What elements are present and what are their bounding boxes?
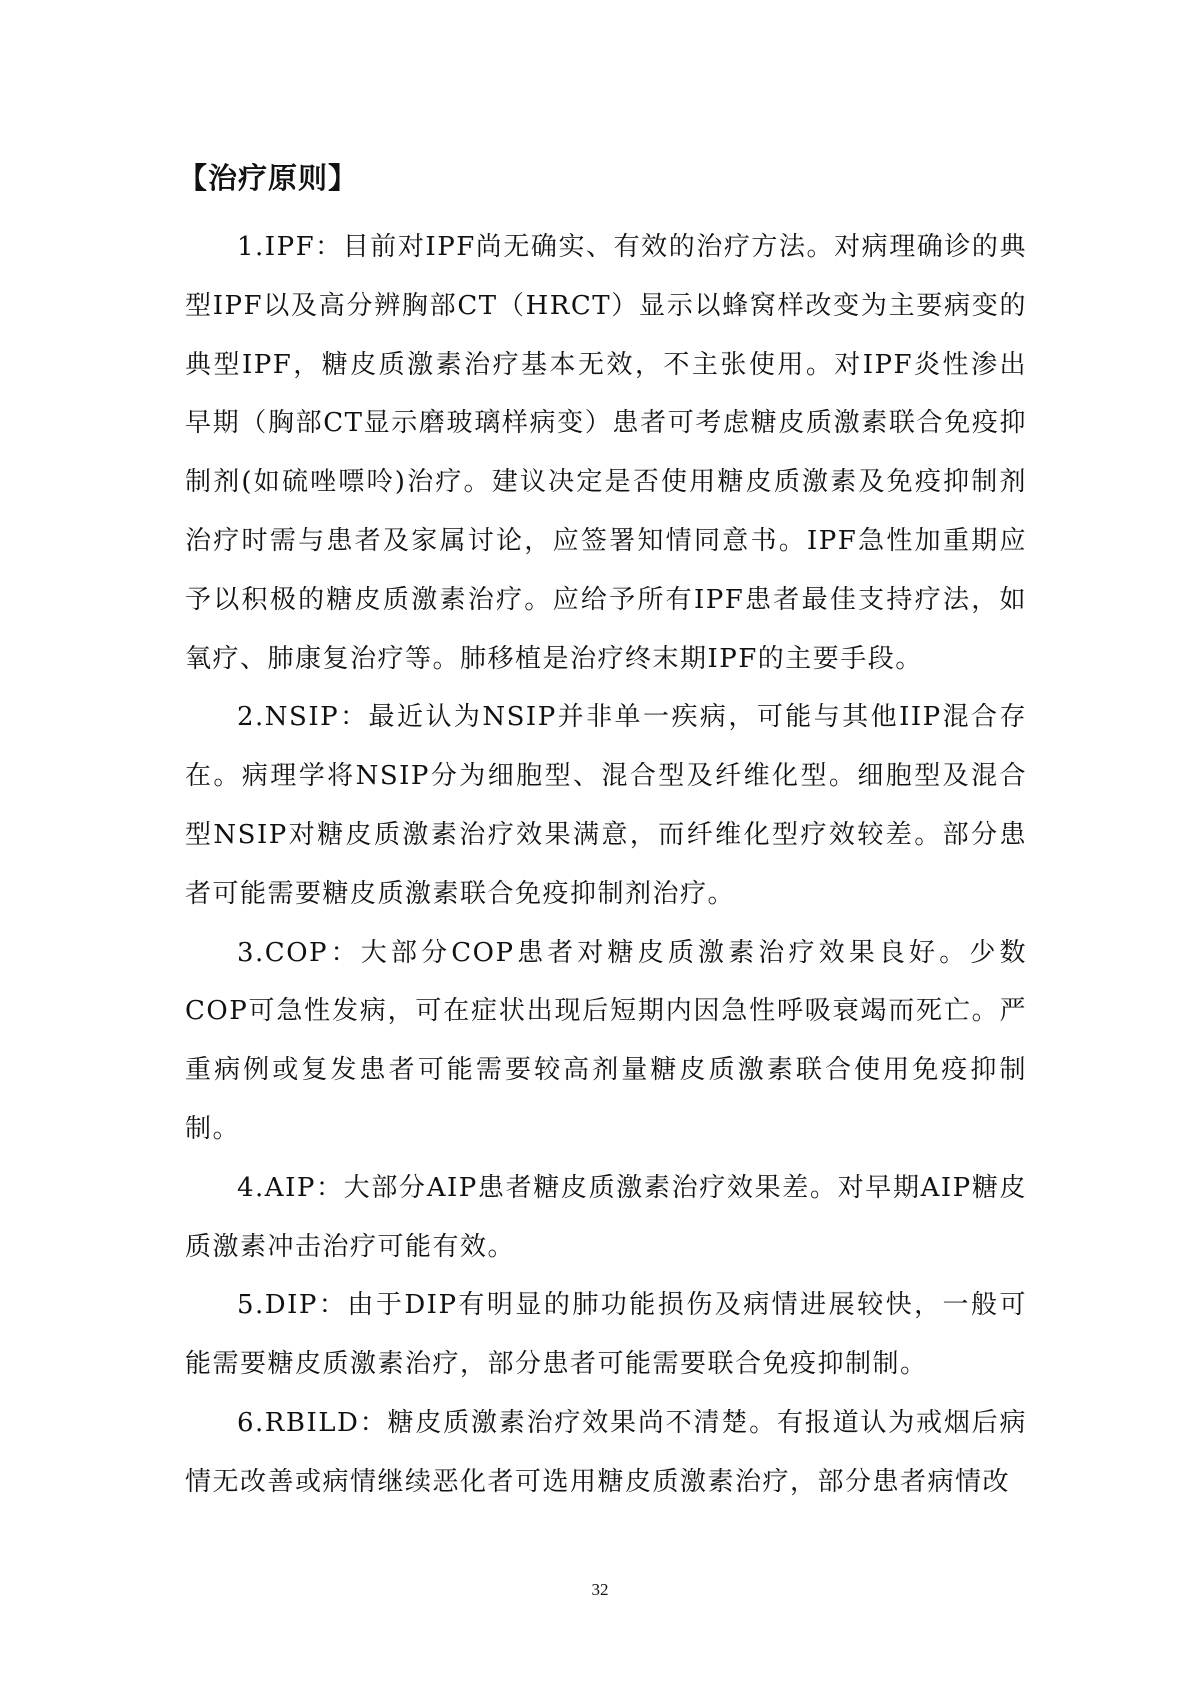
paragraph-ipf: 1.IPF：目前对IPF尚无确实、有效的治疗方法。对病理确诊的典型IPF以及高分辨胸部CT（HRCT）显示以蜂窝样改变为主要病变的典型IPF，糖皮质激素治疗基本无效，不主张使用。对IPF炎性渗出早期（胸部CT显示磨玻璃样病变）患者可考虑糖皮质激素联合免疫抑制剂(如硫唑嘌呤)治疗。建议决定是否使用糖皮质激素及免疫抑制剂治疗时需与患者及家属讨论，应签署知情同意书。IPF急性加重期应予以积极的糖皮质激素治疗。应给予所有IPF患者最佳支持疗法，如氧疗、肺康复治疗等。肺移植是治疗终末期IPF的主要手段。 [185, 232, 1027, 674]
body-text [185, 218, 1027, 1512]
paragraph-rbild: 6.RBILD：糖皮质激素治疗效果尚不清楚。有报道认为戒烟后病情无改善或病情继续恶化者可选用糖皮质激素治疗，部分患者病情改 [185, 1407, 1027, 1497]
paragraph-cop: 3.COP：大部分COP患者对糖皮质激素治疗效果良好。少数COP可急性发病，可在症状出现后短期内因急性呼吸衰竭而死亡。严重病例或复发患者可能需要较高剂量糖皮质激素联合使用免疫抑制制。 [185, 937, 1027, 1144]
paragraph-aip: 4.AIP：大部分AIP患者糖皮质激素治疗效果差。对早期AIP糖皮质激素冲击治疗可能有效。 [185, 1172, 1027, 1262]
paragraph-nsip: 2.NSIP：最近认为NSIP并非单一疾病，可能与其他IIP混合存在。病理学将NSIP分为细胞型、混合型及纤维化型。细胞型及混合型NSIP对糖皮质激素治疗效果满意，而纤维化型疗效较差。部分患者可能需要糖皮质激素联合免疫抑制剂治疗。 [185, 702, 1027, 909]
page-number: 32 [591, 1580, 609, 1599]
paragraph-dip: 5.DIP：由于DIP有明显的肺功能损伤及病情进展较快，一般可能需要糖皮质激素治疗，部分患者可能需要联合免疫抑制制。 [185, 1290, 1027, 1380]
section-heading: 【治疗原则】 [178, 161, 359, 195]
